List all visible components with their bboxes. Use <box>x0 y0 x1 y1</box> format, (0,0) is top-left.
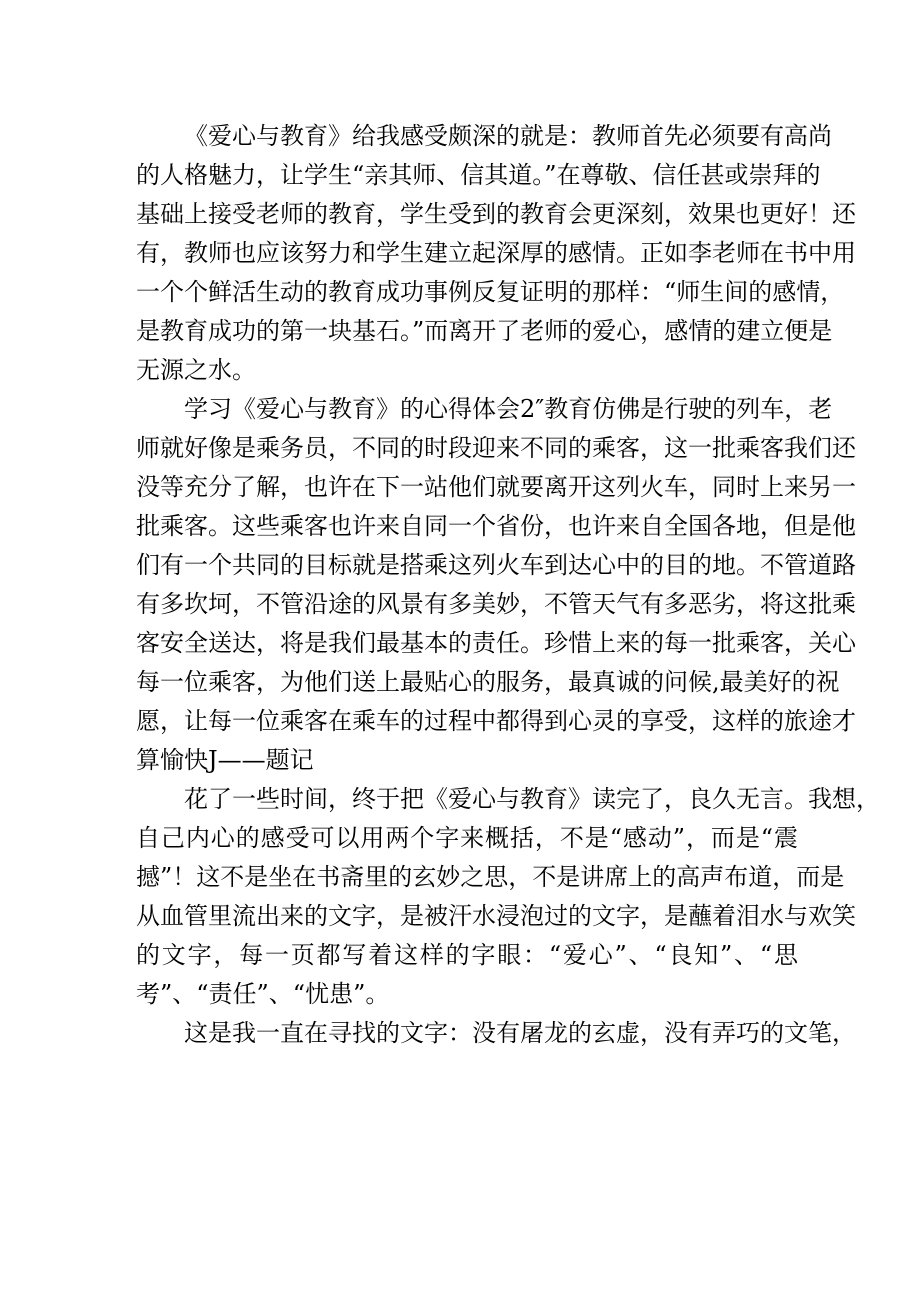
paragraph-1 <box>136 117 856 390</box>
paragraph-4 <box>136 1014 856 1053</box>
paragraph-line: 客安全送达，将是我们最基本的责任。珍惜上来的每一批乘客，关心 <box>136 629 856 657</box>
document-body <box>136 117 880 1053</box>
paragraph-line: 是教育成功的第一块基石。”而离开了老师的爱心，感情的建立便是 <box>136 317 833 345</box>
paragraph-line: 有，教师也应该努力和学生建立起深厚的感情。正如李老师在书中用 <box>136 239 856 267</box>
paragraph-line: 《爱心与教育》给我感受颇深的就是：教师首先必须要有高尚 <box>184 122 832 150</box>
paragraph-line: 从血管里流出来的文字，是被汗水浸泡过的文字，是蘸着泪水与欢笑 <box>136 902 856 930</box>
paragraph-line: 的人格魅力，让学生“亲其师、信其道。”在尊敬、信任甚或崇拜的 <box>136 161 821 189</box>
paragraph-2 <box>136 390 856 780</box>
paragraph-line: 花了一些时间，终于把《爱心与教育》读完了，良久无言。我想， <box>184 785 880 813</box>
paragraph-line: 这是我一直在寻找的文字：没有屠龙的玄虚，没有弄巧的文笔， <box>184 1019 856 1047</box>
paragraph-line: 们有一个共同的目标就是搭乘这列火车到达心中的目的地。不管道路 <box>136 551 856 579</box>
paragraph-line: 每一位乘客，为他们送上最贴心的服务，最真诚的问候,最美好的祝 <box>136 668 840 696</box>
paragraph-line: 考”、“责任”、“忧患”。 <box>136 980 390 1008</box>
paragraph-line: 学习《爱心与教育》的心得体会2″教育仿佛是行驶的列车，老 <box>184 395 833 423</box>
paragraph-line: 撼”！这不是坐在书斋里的玄妙之思，不是讲席上的高声布道，而是 <box>136 863 845 891</box>
paragraph-line: 自己内心的感受可以用两个字来概括，不是“感动”，而是“震 <box>136 824 798 852</box>
paragraph-line: 愿，让每一位乘客在乘车的过程中都得到心灵的享受，这样的旅途才 <box>136 707 856 735</box>
paragraph-line: 无源之水。 <box>136 356 256 384</box>
paragraph-line: 批乘客。这些乘客也许来自同一个省份，也许来自全国各地，但是他 <box>136 512 856 540</box>
paragraph-3 <box>136 780 880 1014</box>
paragraph-line: 师就好像是乘务员，不同的时段迎来不同的乘客，这一批乘客我们还 <box>136 434 856 462</box>
paragraph-line: 一个个鲜活生动的教育成功事例反复证明的那样：“师生间的感情， <box>136 278 845 306</box>
paragraph-line: 没等充分了解，也许在下一站他们就要离开这列火车，同时上来另一 <box>136 473 856 501</box>
paragraph-line: 有多坎坷，不管沿途的风景有多美妙，不管天气有多恶劣，将这批乘 <box>136 590 856 618</box>
paragraph-line: 基础上接受老师的教育，学生受到的教育会更深刻，效果也更好！还 <box>136 200 856 228</box>
paragraph-line: 算愉快J——题记 <box>136 746 314 774</box>
paragraph-line: 的文字，每一页都写着这样的字眼：“爱心”、“良知”、“思 <box>136 941 798 969</box>
